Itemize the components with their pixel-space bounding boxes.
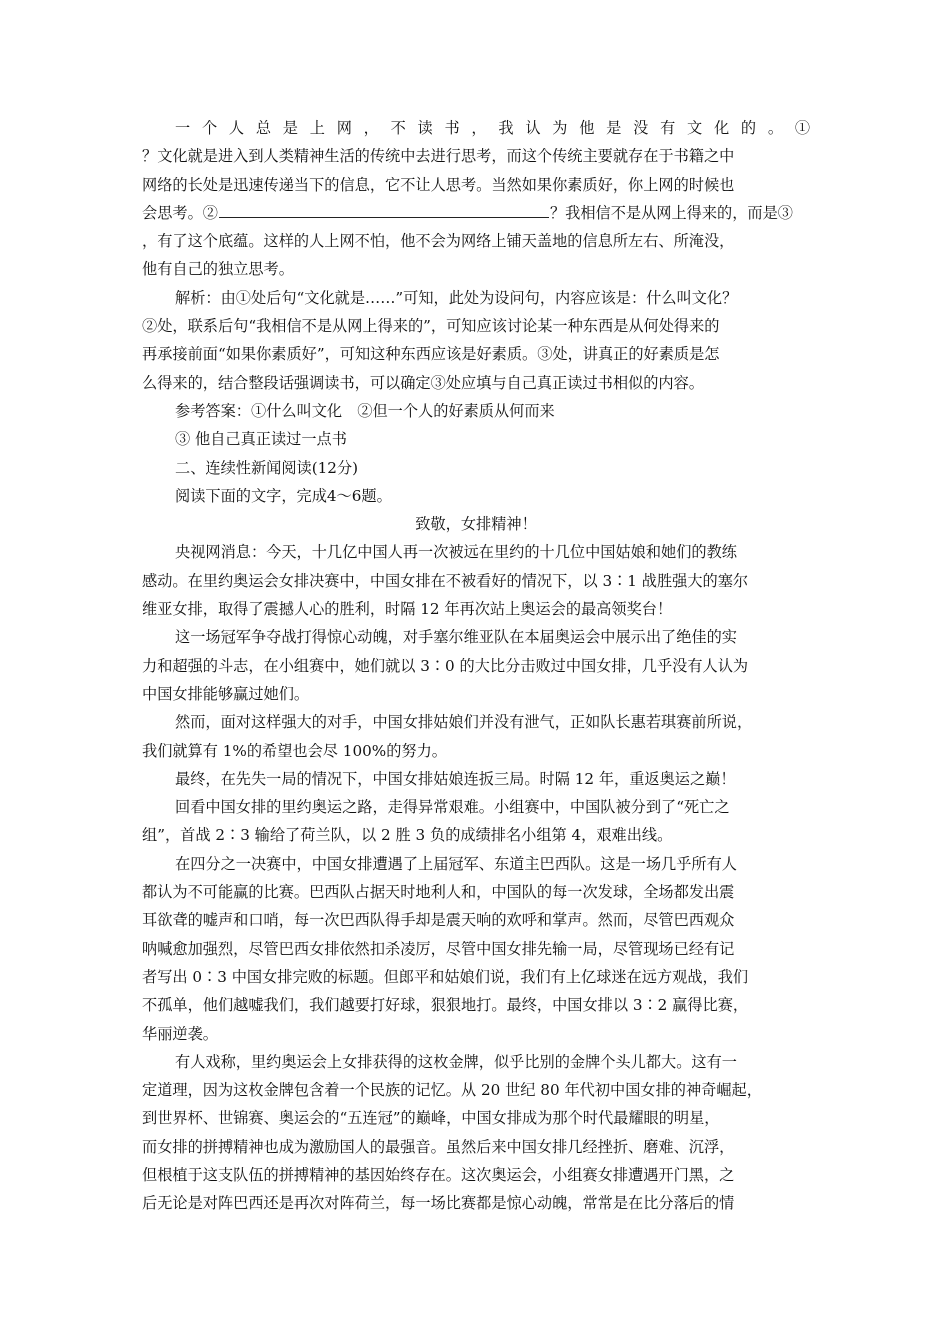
passage-line: 网络的长处是迅速传递当下的信息，它不让人思考。当然如果你素质好，你上网的时候也 (142, 175, 735, 194)
article-line: 力和超强的斗志，在小组赛中，她们就以 3∶0 的大比分击败过中国女排，几乎没有人认为 (142, 656, 749, 675)
passage-text: ？我相信不是从网上得来的，而是③ (549, 203, 793, 222)
answer-line: 参考答案：①什么叫文化 ②但一个人的好素质从何而来 (175, 401, 555, 420)
article-line: 华丽逆袭。 (142, 1024, 218, 1043)
article-line: 组”，首战 2∶3 输给了荷兰队，以 2 胜 3 负的成绩排名小组第 4，艰难出线。 (142, 826, 673, 845)
passage-line: 他有自己的独立思考。 (142, 260, 294, 279)
section-instruction: 阅读下面的文字，完成4～6题。 (175, 486, 392, 505)
article-line: 都认为不可能赢的比赛。巴西队占据天时地利人和，中国队的每一次发球，全场都发出震 (142, 883, 735, 902)
article-line: 在四分之一决赛中，中国女排遭遇了上届冠军、东道主巴西队。这是一场几乎所有人 (175, 854, 737, 873)
article-line: 央视网消息：今天，十几亿中国人再一次被远在里约的十几位中国姑娘和她们的教练 (175, 543, 737, 562)
article-line: 但根植于这支队伍的拼搏精神的基因始终存在。这次奥运会，小组赛女排遭遇开门黑，之 (142, 1165, 735, 1184)
analysis-line: 么得来的，结合整段话强调读书，可以确定③处应填与自己真正读过书相似的内容。 (142, 373, 704, 392)
passage-line: ，有了这个底蕴。这样的人上网不怕，他不会为网络上铺天盖地的信息所左右、所淹没， (142, 232, 735, 251)
article-line: 回看中国女排的里约奥运之路，走得异常艰难。小组赛中，中国队被分到了“死亡之 (175, 798, 730, 817)
section-heading: 二、连续性新闻阅读(12分) (175, 458, 359, 477)
article-line: 后无论是对阵巴西还是再次对阵荷兰，每一场比赛都是惊心动魄，常常是在比分落后的情 (142, 1194, 735, 1213)
article-line: 者写出 0∶3 中国女排完败的标题。但郎平和姑娘们说，我们有上亿球迷在远方观战，我们 (142, 967, 749, 986)
article-line: 最终，在先失一局的情况下，中国女排姑娘连扳三局。时隔 12 年，重返奥运之巅！ (175, 769, 736, 788)
passage-line: 一个人总是上网，不读书，我认为他是没有文化的。① (175, 119, 810, 137)
document-page (142, 114, 810, 1218)
passage-text: 会思考。② (142, 203, 218, 222)
answer-blank (219, 199, 549, 218)
article-line: 然而，面对这样强大的对手，中国女排姑娘们并没有泄气，正如队长惠若琪赛前所说， (175, 713, 753, 732)
article-line: 中国女排能够赢过她们。 (142, 684, 310, 703)
article-line: 我们就算有 1%的希望也会尽 100%的努力。 (142, 741, 447, 760)
analysis-line: 解析：由①处后句“文化就是……”可知，此处为设问句，内容应该是：什么叫文化？ (175, 288, 738, 307)
article-line: 定道理，因为这枚金牌包含着一个民族的记忆。从 20 世纪 80 年代初中国女排的神奇崛起， (142, 1081, 762, 1100)
article-line: 感动。在里约奥运会女排决赛中，中国女排在不被看好的情况下，以 3∶1 战胜强大的塞尔 (142, 571, 749, 590)
analysis-line: 再承接前面“如果你素质好”，可知这种东西应该是好素质。③处，讲真正的好素质是怎 (142, 345, 720, 364)
article-line: 而女排的拼搏精神也成为激励国人的最强音。虽然后来中国女排几经挫折、磨难、沉浮， (142, 1137, 735, 1156)
article-line: 耳欲聋的嘘声和口哨，每一次巴西队得手却是震天响的欢呼和掌声。然而，尽管巴西观众 (142, 911, 735, 930)
article-line: 到世界杯、世锦赛、奥运会的“五连冠”的巅峰，中国女排成为那个时代最耀眼的明星， (142, 1109, 720, 1128)
article-line: 维亚女排，取得了震撼人心的胜利，时隔 12 年再次站上奥运会的最高领奖台！ (142, 600, 673, 619)
article-line: 呐喊愈加强烈，尽管巴西女排依然扣杀凌厉，尽管中国女排先输一局，尽管现场已经有记 (142, 939, 735, 958)
article-line: 不孤单，他们越嘘我们，我们越要打好球，狠狠地打。最终，中国女排以 3∶2 赢得比赛， (142, 996, 749, 1015)
article-line: 这一场冠军争夺战打得惊心动魄，对手塞尔维亚队在本届奥运会中展示出了绝佳的实 (175, 628, 737, 647)
article-line: 有人戏称，里约奥运会上女排获得的这枚金牌，似乎比别的金牌个头儿都大。这有一 (175, 1052, 737, 1071)
passage-line: ？文化就是进入到人类精神生活的传统中去进行思考，而这个传统主要就存在于书籍之中 (142, 147, 735, 166)
analysis-line: ②处，联系后句“我相信不是从网上得来的”，可知应该讨论某一种东西是从何处得来的 (142, 317, 720, 336)
answer-line: ③ 他自己真正读过一点书 (175, 430, 347, 449)
passage-line-with-blank (142, 199, 810, 227)
article-title: 致敬，女排精神！ (415, 515, 537, 534)
